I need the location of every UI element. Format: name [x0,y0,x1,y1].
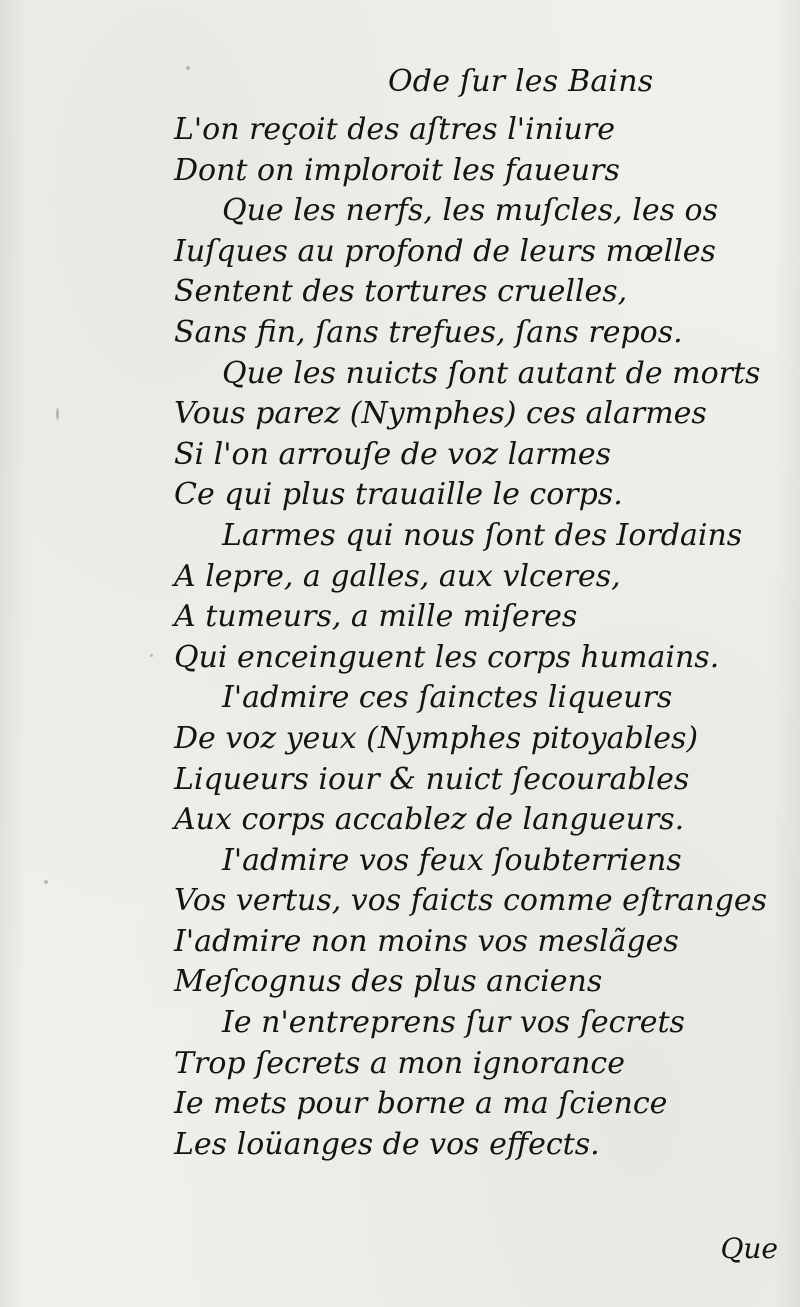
paper-speck [56,408,59,420]
poem-line: Que les nuicts ſont autant de morts [222,355,761,391]
poem-line: Vous parez (Nymphes) ces alarmes [174,396,707,432]
poem-line: Ie n'entreprens ſur vos ſecrets [222,1005,685,1041]
poem-text [174,110,780,1165]
poem-line: L'on reçoit des aſtres l'iniure [174,112,615,147]
poem-line: Dont on imploroit les faueurs [174,152,620,188]
poem-line: I'admire vos feux ſoubterriens [222,842,682,878]
poem-line: A lepre, a galles, aux vlceres, [174,558,621,594]
catchword: Que [720,1232,778,1265]
poem-line: I'admire non moins vos meslãges [174,923,679,959]
paper-speck [150,654,153,657]
poem-line: Vos vertus, vos faicts comme eſtranges [174,883,767,919]
poem-line: I'admire ces ſainctes liqueurs [222,680,673,716]
poem-line: Trop ſecrets a mon ignorance [174,1045,625,1081]
poem-line: Les loüanges de vos effects. [174,1126,600,1162]
poem-line: Meſcognus des plus anciens [174,964,603,1000]
page-header: Ode ſur les Bains [388,64,654,99]
poem-line: Que les nerfs, les muſcles, les os [222,193,718,229]
poem-line: A tumeurs, a mille miſeres [174,599,578,635]
poem-line: Si l'on arrouſe de voz larmes [174,436,612,472]
paper-speck [44,880,48,884]
poem-line: Larmes qui nous ſont des Iordains [222,517,743,553]
poem-line: Iuſques au profond de leurs mœlles [174,233,716,269]
poem-line: Aux corps accablez de langueurs. [174,802,685,838]
poem-line: Sentent des tortures cruelles, [174,274,628,310]
poem-line: Ie mets pour borne a ma ſcience [174,1086,668,1122]
poem-line: Ce qui plus trauaille le corps. [174,477,623,513]
poem-line: Qui enceinguent les corps humains. [174,639,720,675]
poem-line: Sans fin, ſans trefues, ſans repos. [174,314,683,350]
poem-line: De voz yeux (Nymphes pitoyables) [174,720,699,756]
paper-speck [186,66,190,70]
poem-line: Liqueurs iour & nuict ſecourables [174,761,690,797]
